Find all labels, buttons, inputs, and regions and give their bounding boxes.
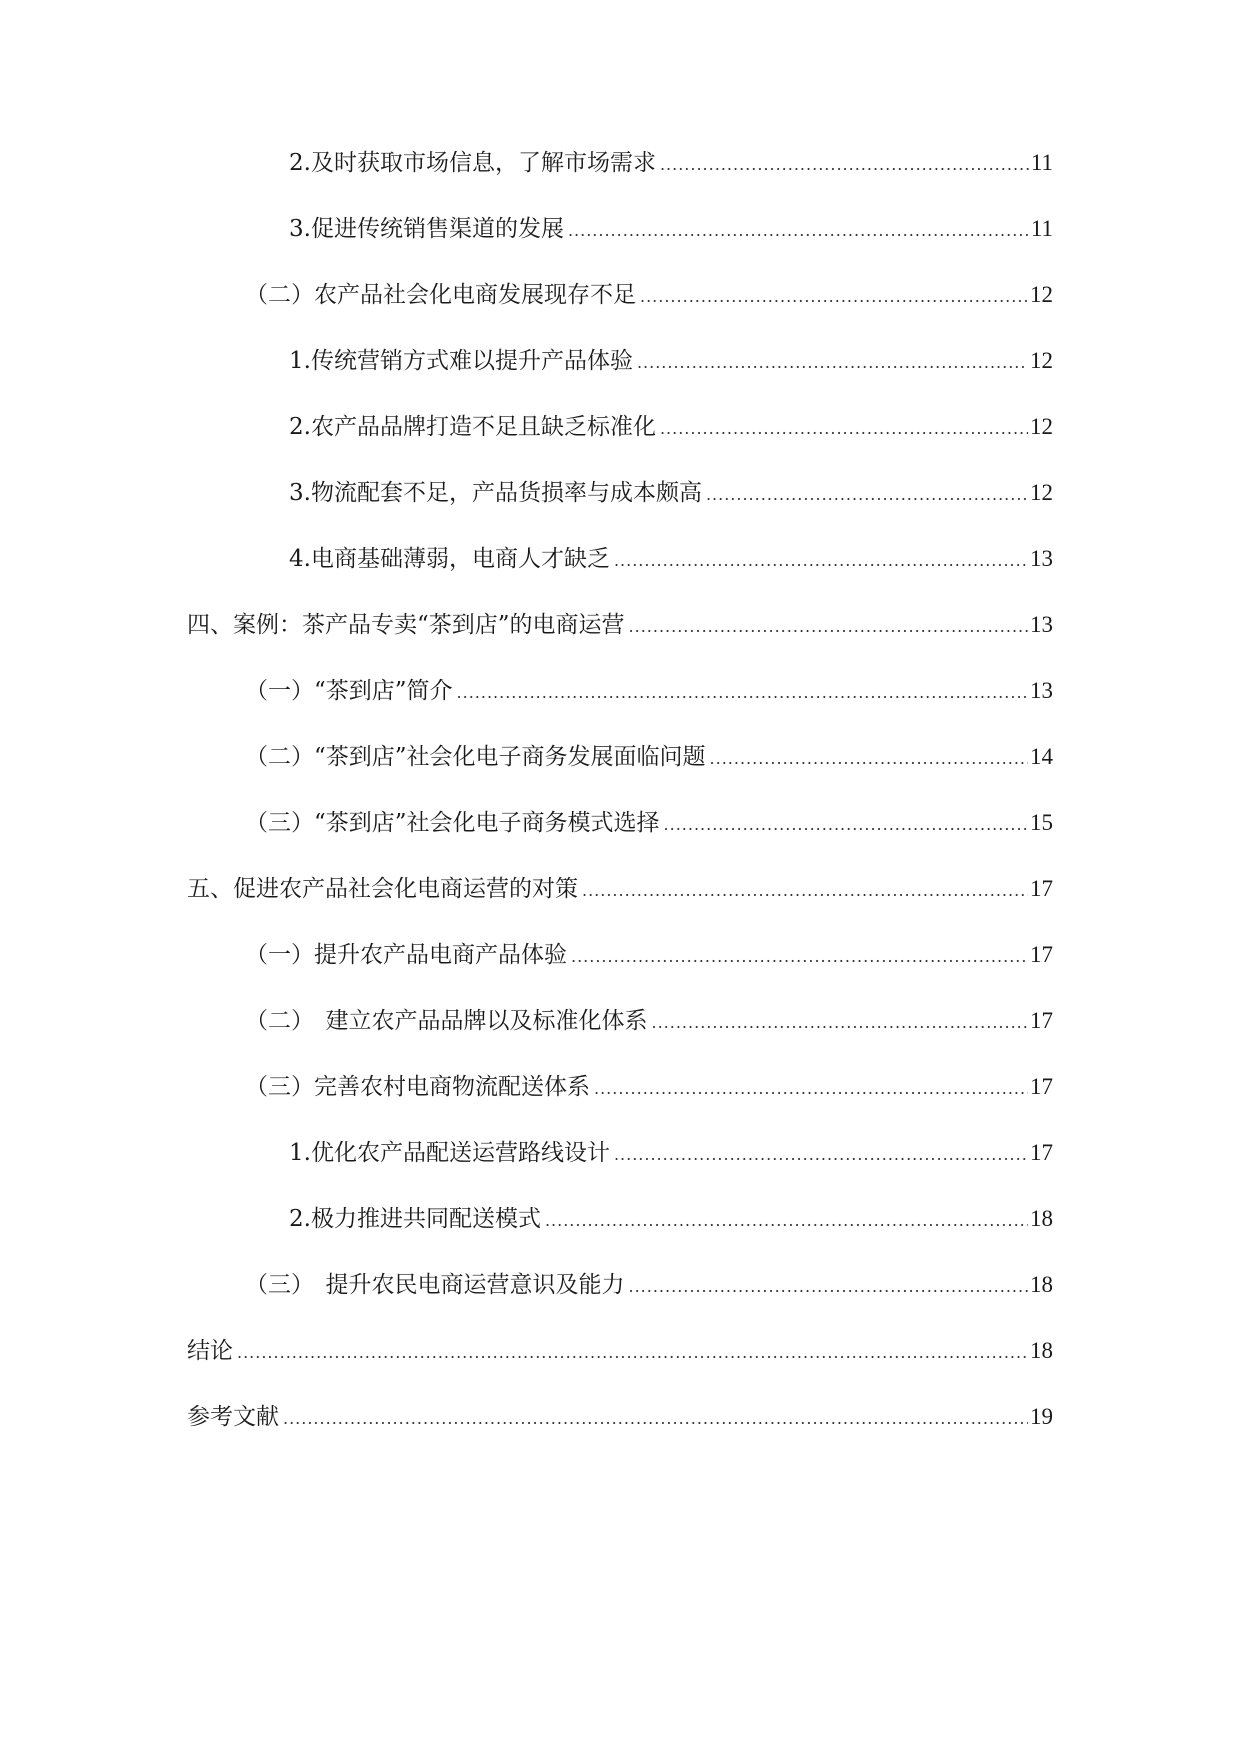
toc-dot-leader xyxy=(568,216,1029,246)
toc-page-number: 18 xyxy=(1030,1338,1053,1363)
toc-dot-leader xyxy=(637,348,1028,378)
toc-page-number: 11 xyxy=(1030,150,1053,175)
toc-entry[interactable] xyxy=(187,544,1053,610)
toc-entry[interactable] xyxy=(187,1138,1053,1204)
toc-entry-title: （二）“茶到店”社会化电子商务发展面临问题 xyxy=(245,744,706,770)
toc-dot-leader xyxy=(283,1404,1028,1434)
toc-dot-leader xyxy=(710,744,1028,774)
toc-entry[interactable] xyxy=(187,148,1053,214)
toc-dot-leader xyxy=(237,1338,1028,1368)
toc-page-number: 12 xyxy=(1030,282,1053,307)
toc-page-number: 15 xyxy=(1030,810,1053,835)
toc-page-number: 14 xyxy=(1030,744,1053,769)
toc-entry-title: （一）提升农产品电商产品体验 xyxy=(245,942,567,968)
toc-entry[interactable] xyxy=(187,610,1053,676)
toc-page-number: 13 xyxy=(1030,678,1053,703)
toc-entry[interactable] xyxy=(187,808,1053,874)
toc-dot-leader xyxy=(652,1008,1029,1038)
toc-entry-title: 1.优化农产品配送运营路线设计 xyxy=(289,1140,610,1166)
toc-entry-title: 2.农产品品牌打造不足且缺乏标准化 xyxy=(289,414,656,440)
toc-dot-leader xyxy=(582,876,1028,906)
toc-entry[interactable] xyxy=(187,676,1053,742)
toc-entry[interactable] xyxy=(187,1402,1053,1468)
toc-page-number: 17 xyxy=(1030,942,1053,967)
toc-entry[interactable] xyxy=(187,1336,1053,1402)
toc-dot-leader xyxy=(629,612,1028,642)
toc-entry-title: （三）“茶到店”社会化电子商务模式选择 xyxy=(245,810,660,836)
toc-dot-leader xyxy=(594,1074,1028,1104)
toc-entry[interactable] xyxy=(187,346,1053,412)
toc-entry-title: 2.极力推进共同配送模式 xyxy=(289,1206,541,1232)
toc-page-number: 13 xyxy=(1030,546,1053,571)
toc-entry-title: （三）完善农村电商物流配送体系 xyxy=(245,1074,590,1100)
toc-entry-title: 五、促进农产品社会化电商运营的对策 xyxy=(187,876,578,902)
toc-entry[interactable] xyxy=(187,1072,1053,1138)
toc-dot-leader xyxy=(660,414,1028,444)
toc-dot-leader xyxy=(614,546,1028,576)
toc-entry[interactable] xyxy=(187,478,1053,544)
toc-entry-title: 结论 xyxy=(187,1338,233,1364)
toc-entry[interactable] xyxy=(187,1270,1053,1336)
toc-entry-title: 四、案例：茶产品专卖“茶到店”的电商运营 xyxy=(187,612,625,638)
toc-page-number: 12 xyxy=(1030,348,1053,373)
toc-entry-title: 2.及时获取市场信息，了解市场需求 xyxy=(289,150,656,176)
toc-entry-title: （三） 提升农民电商运营意识及能力 xyxy=(245,1272,625,1298)
toc-page-number: 12 xyxy=(1030,480,1053,505)
toc-dot-leader xyxy=(706,480,1028,510)
toc-page-number: 18 xyxy=(1030,1206,1053,1231)
toc-entry-title: 4.电商基础薄弱，电商人才缺乏 xyxy=(289,546,610,572)
toc-entry[interactable] xyxy=(187,214,1053,280)
toc-entry-title: 3.物流配套不足，产品货损率与成本颇高 xyxy=(289,480,702,506)
toc-entry-title: 1.传统营销方式难以提升产品体验 xyxy=(289,348,633,374)
toc-entry[interactable] xyxy=(187,874,1053,940)
toc-page-number: 11 xyxy=(1030,216,1053,241)
table-of-contents xyxy=(187,148,1053,1468)
toc-page-number: 19 xyxy=(1030,1404,1053,1429)
toc-dot-leader xyxy=(614,1140,1028,1170)
toc-entry-title: （二） 建立农产品品牌以及标准化体系 xyxy=(245,1008,648,1034)
toc-entry[interactable] xyxy=(187,940,1053,1006)
toc-dot-leader xyxy=(457,678,1028,708)
toc-dot-leader xyxy=(640,282,1028,312)
toc-entry-title: 3.促进传统销售渠道的发展 xyxy=(289,216,564,242)
toc-entry[interactable] xyxy=(187,742,1053,808)
toc-entry-title: （二）农产品社会化电商发展现存不足 xyxy=(245,282,636,308)
toc-dot-leader xyxy=(545,1206,1028,1236)
toc-dot-leader xyxy=(629,1272,1029,1302)
toc-dot-leader xyxy=(660,150,1029,180)
toc-page-number: 12 xyxy=(1030,414,1053,439)
toc-entry-title: 参考文献 xyxy=(187,1404,279,1430)
toc-dot-leader xyxy=(664,810,1028,840)
toc-page-number: 17 xyxy=(1030,1074,1053,1099)
toc-entry[interactable] xyxy=(187,1006,1053,1072)
toc-dot-leader xyxy=(571,942,1028,972)
toc-entry[interactable] xyxy=(187,1204,1053,1270)
toc-page-number: 17 xyxy=(1030,1008,1053,1033)
toc-page-number: 18 xyxy=(1030,1272,1053,1297)
toc-page-number: 17 xyxy=(1030,1140,1053,1165)
toc-entry-title: （一）“茶到店”简介 xyxy=(245,678,453,704)
toc-entry[interactable] xyxy=(187,280,1053,346)
toc-page-number: 13 xyxy=(1030,612,1053,637)
toc-page-number: 17 xyxy=(1030,876,1053,901)
toc-entry[interactable] xyxy=(187,412,1053,478)
